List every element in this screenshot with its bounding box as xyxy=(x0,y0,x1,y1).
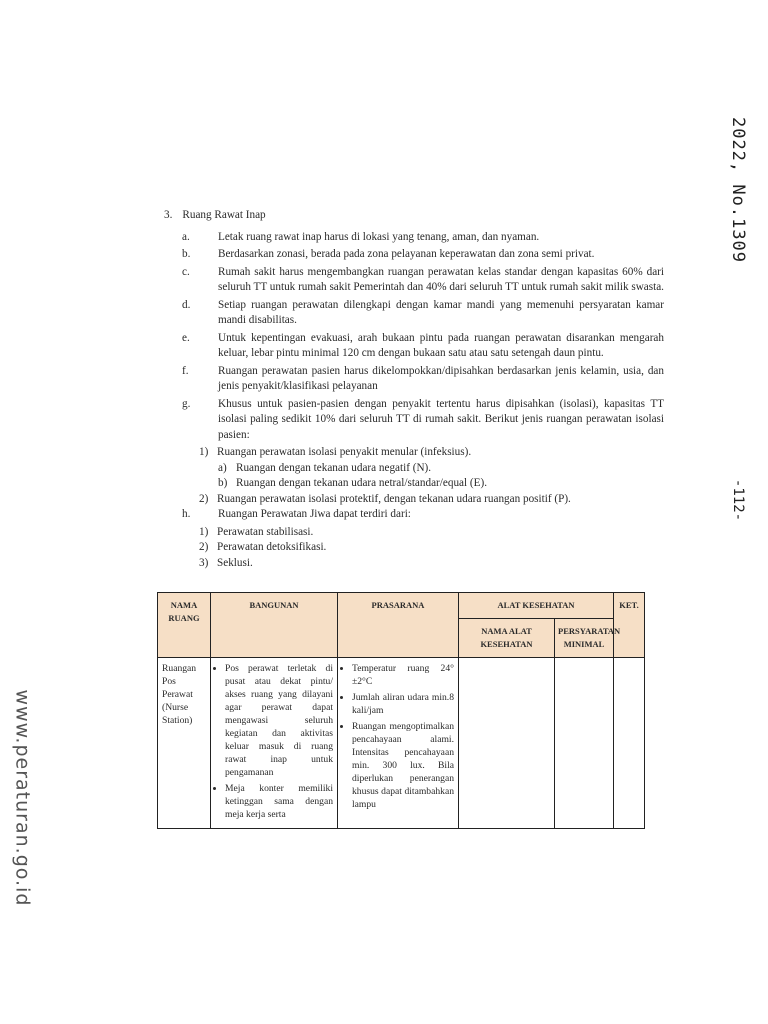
item-text: Letak ruang rawat inap harus di lokasi yang tenang, aman, dan nyaman. xyxy=(218,230,540,243)
cell-prasarana xyxy=(338,658,459,829)
sub-sub-item-text: Ruangan dengan tekanan udara negatif (N). xyxy=(236,461,432,474)
list-item xyxy=(164,230,664,246)
item-label: g. xyxy=(182,397,191,410)
header-prasarana: PRASARANA xyxy=(338,593,459,658)
watermark xyxy=(6,690,38,905)
list-item xyxy=(164,507,664,523)
sub-item-text: Perawatan detoksifikasi. xyxy=(217,541,327,553)
section-ruang-rawat-inap xyxy=(164,208,664,571)
header-ket: KET. xyxy=(614,593,645,658)
item-text: Khusus untuk pasien-pasien dengan penyakit tertentu harus dipisahkan (isolasi), kapasitas TT isolasi paling sedikit 10% dari seluruh TT di rumah sakit. Berikut jenis ruangan perawatan isolasi pasien: xyxy=(218,397,664,441)
section-heading xyxy=(164,208,664,224)
prasarana-point: • Temperatur ruang 24°±2°C xyxy=(352,662,454,688)
cell-nama-ruang: Ruangan Pos Perawat (Nurse Station) xyxy=(158,658,211,829)
page-number-text: -112- xyxy=(730,478,746,522)
header-persyaratan: PERSYARATAN MINIMAL xyxy=(555,619,614,658)
sub-item-label: 1) xyxy=(199,446,209,458)
item-text: Untuk kepentingan evakuasi, arah bukaan pintu pada ruangan perawatan disarankan mengarah keluar, lebar pintu minimal 120 cm dengan bukaan satu atau satu setengah daun pintu. xyxy=(218,331,664,359)
table-row xyxy=(158,658,645,829)
item-label: c. xyxy=(182,265,190,278)
item-label: h. xyxy=(182,508,191,520)
sub-sub-item xyxy=(218,461,664,477)
header-bangunan: BANGUNAN xyxy=(211,593,338,658)
requirements-table xyxy=(157,592,645,829)
section-title: Ruang Rawat Inap xyxy=(182,209,266,221)
item-label: d. xyxy=(182,298,191,311)
list-item xyxy=(164,265,664,296)
sub-item-label: 2) xyxy=(199,541,209,553)
prasarana-point: • Ruangan mengoptimalkan pencahayaan alami. Intensitas pencahayaan min. 300 lux. Bila diperlukan penerangan khusus dapat ditambahkan lampu xyxy=(352,720,454,811)
sub-item-label: 3) xyxy=(199,556,209,569)
running-header xyxy=(718,112,758,267)
list-item xyxy=(164,364,664,395)
header-alat-kesehatan: ALAT KESEHATAN xyxy=(459,593,614,619)
cell-persyaratan xyxy=(555,658,614,829)
list-item xyxy=(164,331,664,362)
cell-bangunan xyxy=(211,658,338,829)
item-label: a. xyxy=(182,230,190,243)
section-number: 3. xyxy=(164,209,173,221)
sub-item xyxy=(199,525,664,541)
list-item xyxy=(164,298,664,329)
running-header-text: 2022, No.1309 xyxy=(728,116,748,263)
sub-item xyxy=(199,445,664,461)
list-item xyxy=(164,247,664,263)
item-label: b. xyxy=(182,248,191,260)
sub-item-text: Ruangan perawatan isolasi penyakit menular (infeksius). xyxy=(217,446,472,458)
prasarana-point: • Jumlah aliran udara min.8 kali/jam xyxy=(352,691,454,717)
sub-item-text: Seklusi. xyxy=(217,556,253,569)
sub-item xyxy=(199,540,664,556)
sub-sub-item-text: Ruangan dengan tekanan udara netral/standar/equal (E). xyxy=(236,477,487,489)
item-label: f. xyxy=(182,364,189,377)
item-text: Ruangan perawatan pasien harus dikelompokkan/dipisahkan berdasarkan jenis kelamin, usia, dan jenis penyakit/klasifikasi pelayanan xyxy=(218,364,664,392)
page-number xyxy=(718,478,758,522)
item-text: Rumah sakit harus mengembangkan ruangan perawatan kelas standar dengan kapasitas 60% dari seluruh TT untuk rumah sakit Pemerintah dan 40% dari seluruh TT untuk rumah sakit milik swasta. xyxy=(218,265,664,293)
bangunan-point: • Meja konter memiliki ketinggan sama dengan meja kerja serta xyxy=(225,782,333,821)
sub-sub-item xyxy=(218,476,664,492)
table-header-row xyxy=(158,593,645,619)
item-label: e. xyxy=(182,331,190,344)
list-item xyxy=(164,397,664,444)
item-text: Berdasarkan zonasi, berada pada zona pelayanan keperawatan dan zona semi privat. xyxy=(218,248,595,260)
sub-item xyxy=(199,556,664,572)
sub-item-label: 2) xyxy=(199,492,209,505)
bangunan-point: • Pos perawat terletak di pusat atau dekat pintu/ akses ruang yang dilayani agar perawat dapat mengawasi seluruh kegiatan dan aktivitas keluar masuk di ruang rawat inap untuk pengamanan xyxy=(225,662,333,779)
cell-nama-alat xyxy=(459,658,555,829)
item-text: Setiap ruangan perawatan dilengkapi dengan kamar mandi yang memenuhi persyaratan kamar mandi disabilitas. xyxy=(218,298,664,326)
header-nama-alat: NAMA ALAT KESEHATAN xyxy=(459,619,555,658)
sub-item xyxy=(199,492,664,508)
sub-item-text: Ruangan perawatan isolasi protektif, dengan tekanan udara ruangan positif (P). xyxy=(217,492,571,505)
cell-ket xyxy=(614,658,645,829)
sub-sub-item-label: a) xyxy=(218,461,227,474)
header-nama-ruang: NAMA RUANG xyxy=(158,593,211,658)
watermark-text: www.peraturan.go.id xyxy=(11,689,34,906)
sub-item-text: Perawatan stabilisasi. xyxy=(217,525,314,538)
sub-item-label: 1) xyxy=(199,525,209,538)
sub-sub-item-label: b) xyxy=(218,477,228,489)
item-text: Ruangan Perawatan Jiwa dapat terdiri dari: xyxy=(218,508,411,520)
